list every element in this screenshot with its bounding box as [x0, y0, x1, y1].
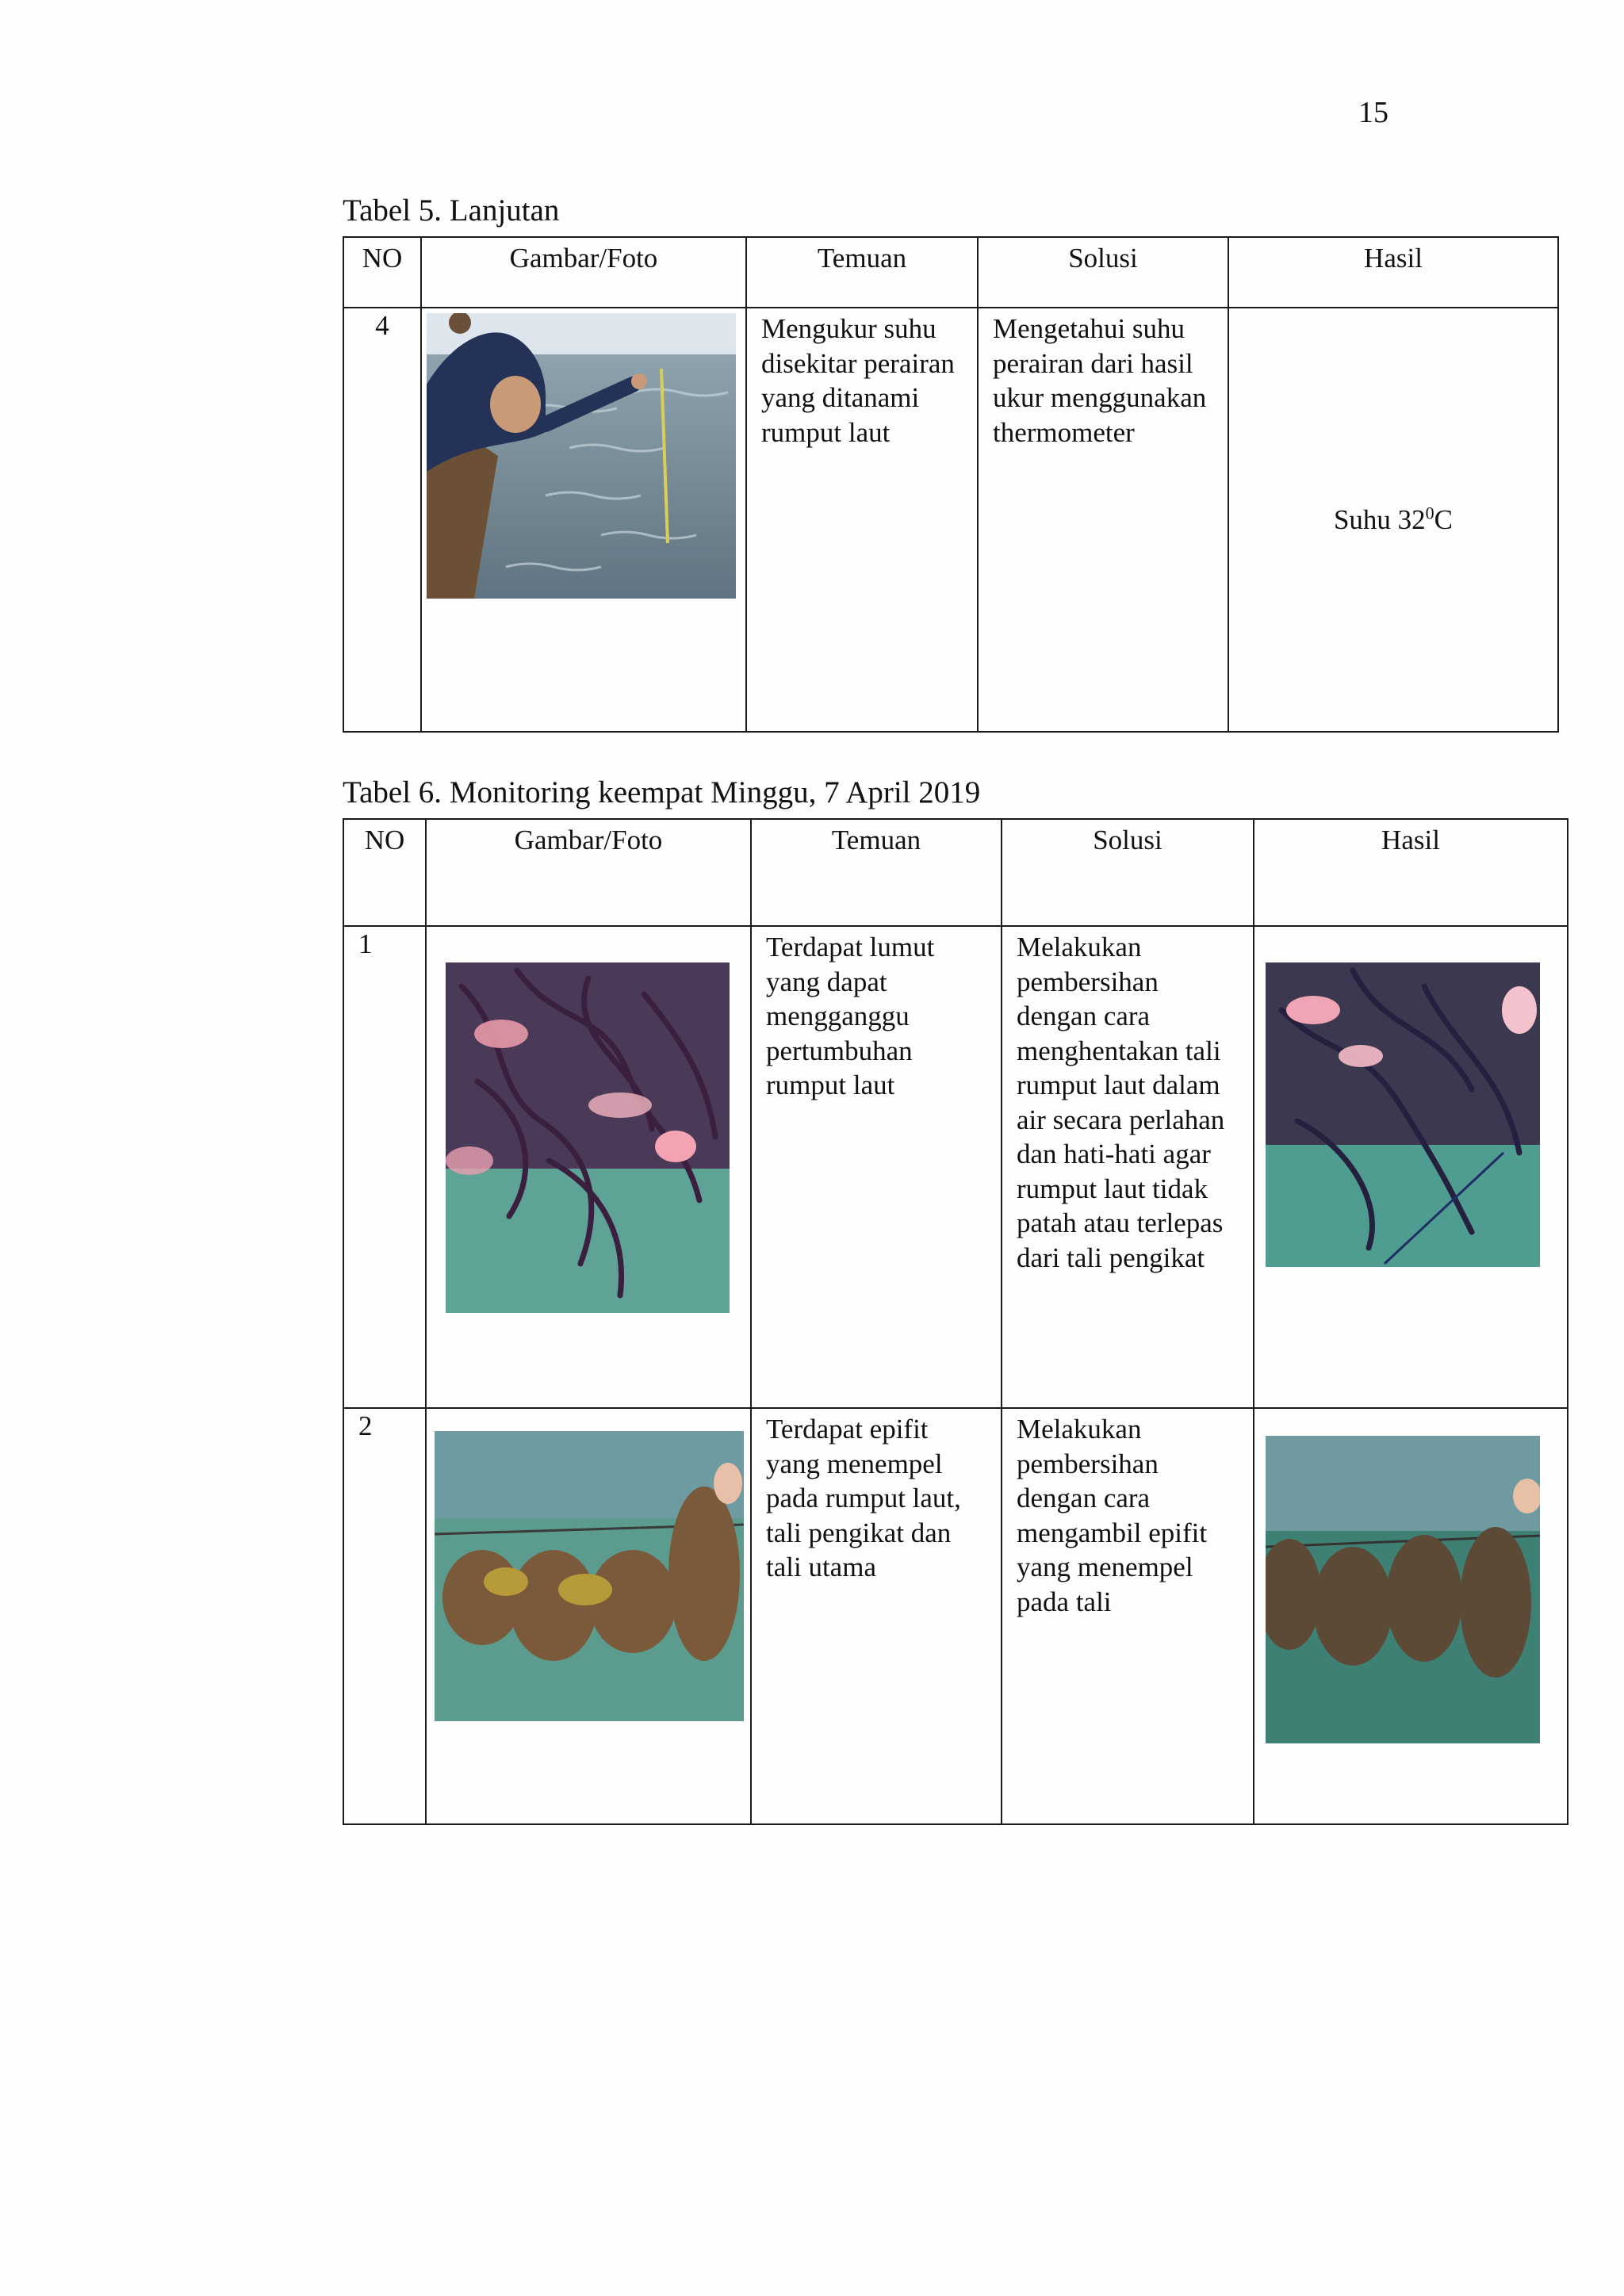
woman-measuring-water-temperature-photo — [427, 313, 736, 599]
table5-header-temuan: Temuan — [746, 237, 978, 308]
seaweed-with-moss-photo — [446, 962, 730, 1313]
table5-header-solusi: Solusi — [978, 237, 1228, 308]
table5-header-no: NO — [343, 237, 421, 308]
table5-header-photo: Gambar/Foto — [421, 237, 746, 308]
table6-header-photo: Gambar/Foto — [426, 819, 751, 926]
seaweed-with-epiphytes-on-rope-photo — [435, 1431, 744, 1721]
table6 — [343, 818, 1568, 1825]
row-number: 1 — [343, 926, 426, 1408]
table6-caption: Tabel 6. Monitoring keempat Minggu, 7 April 2019 — [343, 775, 981, 809]
photo-cell — [421, 308, 746, 732]
seaweed-after-epiphyte-removal-photo — [1266, 1436, 1540, 1743]
cleaned-seaweed-photo — [1266, 962, 1540, 1267]
table-row — [343, 926, 1568, 1408]
row-number: 4 — [343, 308, 421, 732]
table6-header-no: NO — [343, 819, 426, 926]
table-row — [343, 1408, 1568, 1824]
table5 — [343, 236, 1559, 733]
table6-header-hasil: Hasil — [1254, 819, 1568, 926]
hasil-text: Suhu $32^0C$ — [1333, 503, 1454, 535]
solusi-text: Melakukan pembersihan dengan cara menghentakan tali rumput laut dalam air secara perlahan dan hati-hati agar rumput laut tidak patah atau terlepas dari tali pengikat — [1017, 932, 1225, 1273]
temuan-text: Terdapat lumut yang dapat mengganggu pertumbuhan rumput laut — [766, 932, 935, 1100]
table5-header-hasil: Hasil — [1228, 237, 1558, 308]
table6-header-solusi: Solusi — [1002, 819, 1254, 926]
page-number: 15 — [1358, 96, 1388, 129]
temuan-text: Mengukur suhu disekitar perairan yang ditanami rumput laut — [761, 313, 955, 448]
solusi-text: Melakukan pembersihan dengan cara mengambil epifit yang menempel pada tali — [1017, 1414, 1208, 1617]
table-row — [343, 308, 1558, 732]
row-number: 2 — [343, 1408, 426, 1824]
solusi-text: Mengetahui suhu perairan dari hasil ukur menggunakan thermometer — [993, 313, 1207, 448]
table6-header-temuan: Temuan — [751, 819, 1002, 926]
temuan-text: Terdapat epifit yang menempel pada rumput laut, tali pengikat dan tali utama — [766, 1414, 961, 1582]
table5-caption: Tabel 5. Lanjutan — [343, 193, 560, 228]
